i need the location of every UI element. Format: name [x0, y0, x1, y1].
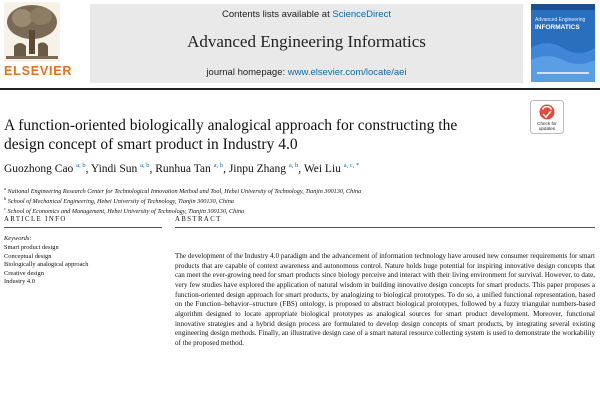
- header-divider: [0, 88, 600, 90]
- article-info-rule: [4, 227, 162, 228]
- affiliation-text: School of Economics and Management, Hebei University of Technology, Tianjin 300130, China: [7, 208, 245, 215]
- elsevier-tree-logo-icon: [4, 2, 60, 62]
- keyword-item: Conceptual design: [4, 252, 52, 260]
- author-affiliation-marker[interactable]: a, c, *: [343, 162, 360, 169]
- affiliation-c: [4, 206, 244, 215]
- affiliation-marker: b: [4, 196, 7, 201]
- contents-prefix: Contents lists available at: [222, 9, 333, 20]
- check-for-updates-button[interactable]: [530, 100, 564, 134]
- sciencedirect-link[interactable]: ScienceDirect: [332, 9, 391, 20]
- cover-title-line2: INFORMATICS: [535, 24, 580, 31]
- affiliation-text: School of Mechanical Engineering, Hebei University of Technology, Tianjin 300130, China: [7, 198, 234, 205]
- homepage-line: [90, 67, 523, 78]
- title-line-1: A function-oriented biologically analogical approach for constructing the: [4, 117, 458, 134]
- affiliation-marker: c: [4, 206, 6, 211]
- affiliation-b: [4, 196, 234, 205]
- keyword-item: Industry 4.0: [4, 278, 35, 285]
- author-affiliation-marker[interactable]: a, b: [288, 162, 299, 169]
- article-title: [4, 116, 524, 154]
- journal-cover-image[interactable]: [531, 4, 595, 82]
- journal-homepage-link[interactable]: www.elsevier.com/locate/aei: [287, 67, 407, 78]
- abstract-rule: [175, 227, 595, 228]
- keyword-item: Smart product design: [4, 244, 59, 251]
- keywords-label: Keywords:: [4, 235, 32, 242]
- journal-name[interactable]: Advanced Engineering Informatics: [187, 32, 426, 51]
- author-name[interactable]: Runhua Tan: [155, 163, 211, 175]
- elsevier-wordmark[interactable]: ELSEVIER: [4, 64, 73, 78]
- keyword-item: Creative design: [4, 269, 44, 277]
- author-list: Guozhong Cao $^{a, b}$, Yindi Sun $^{a, b}$, Runhua Tan $^{a, b}$, Jinpu Zhang $^{a, b}$, Wei Liu $^{a, c, *}$: [4, 162, 360, 175]
- affiliation-marker: a: [4, 186, 6, 191]
- homepage-prefix: journal homepage:: [206, 67, 288, 78]
- check-updates-line1: Check for: [537, 121, 557, 126]
- affiliation-a: [4, 186, 361, 195]
- author-affiliation-marker[interactable]: a, b: [213, 162, 224, 169]
- author-name[interactable]: Wei Liu: [303, 163, 341, 175]
- abstract-heading: ABSTRACT: [175, 216, 222, 223]
- article-info-heading: ARTICLE INFO: [4, 216, 67, 223]
- title-line-2: design concept of smart product in Industry 4.0: [4, 136, 298, 153]
- cover-title-line1: Advanced Engineering: [535, 17, 586, 23]
- contents-line: [90, 9, 523, 20]
- check-updates-line2: updates: [538, 126, 556, 131]
- keyword-item: Biologically analogical approach: [4, 261, 89, 268]
- author-name[interactable]: Guozhong Cao: [4, 163, 74, 175]
- author-name[interactable]: Yindi Sun: [90, 163, 138, 175]
- author-affiliation-marker[interactable]: a, b: [76, 162, 86, 169]
- author-affiliation-marker[interactable]: a, b: [140, 162, 150, 169]
- author-name[interactable]: Jinpu Zhang: [228, 163, 286, 175]
- affiliation-text: National Engineering Research Center for Technological Innovation Method and Tool, Hebei University of Technology, Tianjin 300130, China: [7, 188, 362, 195]
- abstract-text: The development of the Industry 4.0 paradigm and the advancement of information technology have aroused new consumer requirements for smart products that are capable of context awareness and autonomous control. Nature holds huge potential for inspiring innovative design concepts that can meet the ever-growing need for smart products since biology perceive and interact with their living environment for survival. However, to date, very few studies have explored the application of natural wisdom in building innovative design concepts for smart products. This paper proposes a function-oriented design approach for smart products, by analogizing to biological prototypes. To do so, a unified functional representation, based on the Function–behavior–structure (FBS) ontology, is proposed to abstract biological prototypes, followed by a fuzzy triangular numbers-based algorithm designed to locate appropriate biological prototypes as analogical sources for smart product development. Moreover, functional innovative strategies and a hybrid design process are formulated to develop design concepts of smart products, by integrating several existing engineering design methods. Finally, an illustrative design case of a smart natural resource collecting system is used to demonstrate the workability of the proposed method.: [175, 252, 595, 347]
